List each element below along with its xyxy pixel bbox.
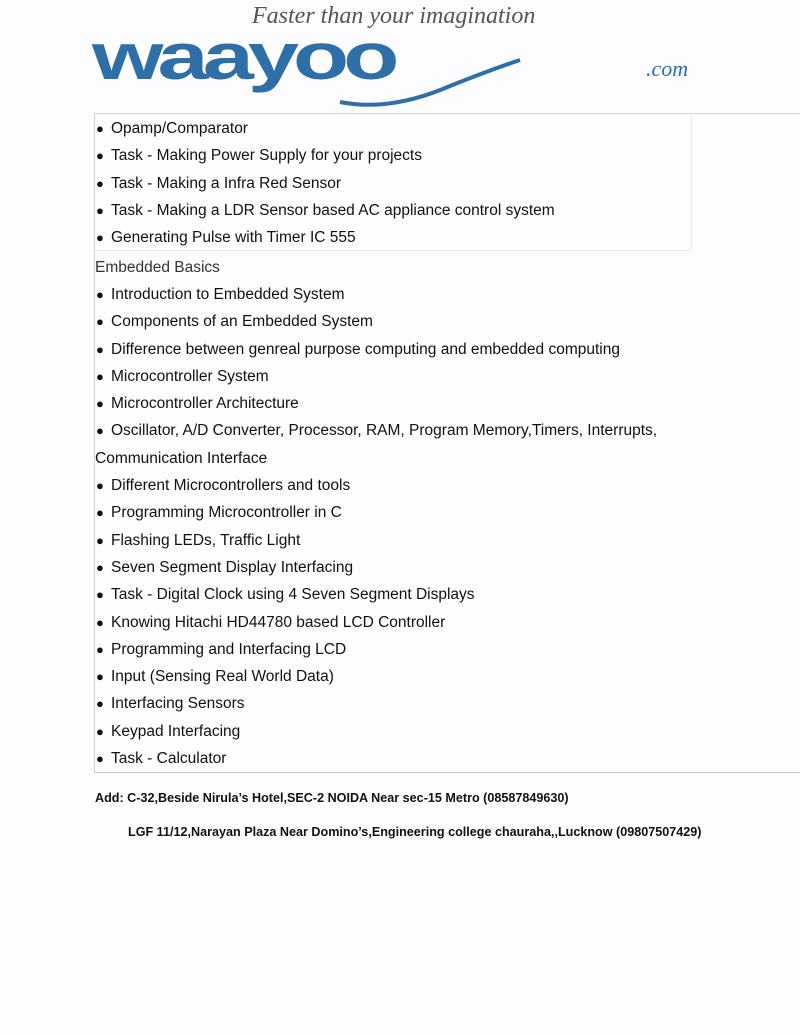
list-item: ● Keypad Interfacing [95,718,735,745]
list-item: ● Task - Digital Clock using 4 Seven Segment Displays [95,581,735,608]
list-item: ● Microcontroller System [95,363,735,390]
list-item: ● Seven Segment Display Interfacing [95,554,735,581]
list-item: ● Knowing Hitachi HD44780 based LCD Controller [95,609,735,636]
bullet-icon: ● [96,696,104,712]
list-item: ● Task - Calculator [95,745,735,772]
bullet-icon: ● [96,587,104,603]
address-noida: Add: C-32,Beside Nirula’s Hotel,SEC-2 NOIDA Near sec-15 Metro (08587849630) [95,791,569,805]
list-item: ● Task - Making Power Supply for your projects [95,142,735,169]
bullet-icon: ● [96,121,104,136]
bullet-icon: ● [96,532,104,548]
list-item: ● Interfacing Sensors [95,690,735,717]
waayoo-logo [90,0,740,112]
topics-list-analog [95,115,735,251]
list-item: ● Task - Making a Infra Red Sensor [95,170,735,197]
logo-graphic [90,0,740,112]
list-item: ● Oscillator, A/D Converter, Processor, RAM, Program Memory,Timers, Interrupts, [95,417,735,444]
bullet-icon: ● [96,614,104,630]
list-item-continuation: Communication Interface [95,449,268,467]
bullet-icon: ● [96,559,104,575]
bullet-icon: ● [96,175,104,191]
logo-suffix: .com [646,56,689,81]
bullet-icon: ● [96,287,104,302]
logo-wordmark: waayoo [92,18,394,94]
list-item: ● Microcontroller Architecture [95,390,735,417]
list-item: ● Input (Sensing Real World Data) [95,663,735,690]
list-item: ● Flashing LEDs, Traffic Light [95,527,735,554]
bullet-icon: ● [96,230,104,246]
logo-tagline: Faster than your imagination [252,3,536,29]
list-item: ● Generating Pulse with Timer IC 555 [95,224,735,251]
bullet-icon: ● [96,202,104,218]
bullet-icon: ● [96,314,104,330]
section-heading-embedded-basics: Embedded Basics [95,259,220,276]
bullet-icon: ● [96,723,104,739]
list-item: ● Opamp/Comparator [95,115,735,142]
list-item: ● Introduction to Embedded System [95,281,735,308]
bullet-icon: ● [96,751,104,767]
bullet-icon: ● [96,368,104,384]
list-item: ● Difference between genreal purpose computing and embedded computing [95,336,735,363]
list-item: ● Components of an Embedded System [95,308,735,335]
bullet-icon: ● [96,669,104,685]
bullet-icon: ● [96,148,104,164]
list-item: ● Different Microcontrollers and tools [95,472,735,499]
address-lucknow: LGF 11/12,Narayan Plaza Near Domino’s,Engineering college chauraha,,Lucknow (09807507429) [128,825,702,839]
bullet-icon: ● [96,341,104,357]
list-item: ● Programming and Interfacing LCD [95,636,735,663]
list-item: ● Programming Microcontroller in C [95,499,735,526]
bullet-icon: ● [96,478,104,494]
bullet-icon: ● [96,423,104,439]
topics-list-embedded [95,281,735,772]
list-item: ● Task - Making a LDR Sensor based AC appliance control system [95,197,735,224]
bullet-icon: ● [96,396,104,412]
bullet-icon: ● [96,505,104,521]
bullet-icon: ● [96,641,104,657]
